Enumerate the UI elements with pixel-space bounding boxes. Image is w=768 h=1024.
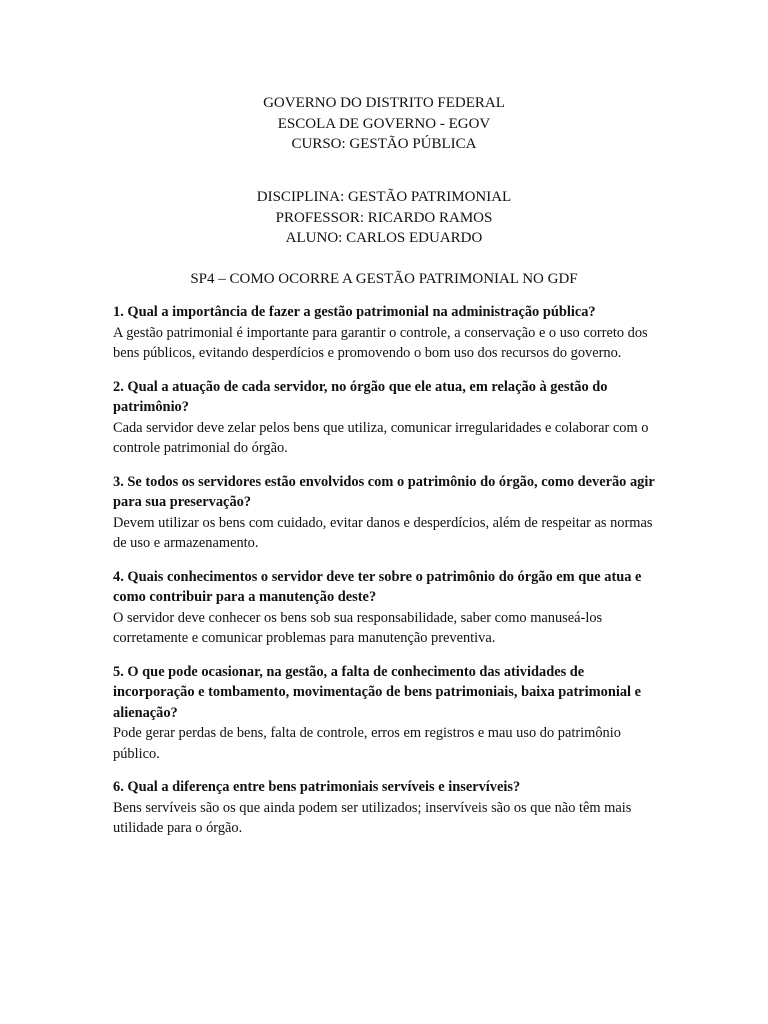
qa-item [113,662,658,765]
question-text: 3. Se todos os servidores estão envolvidos com o patrimônio do órgão, como deverão agir para sua preservação? [113,473,655,510]
course-info-header [0,187,768,249]
qa-item [113,567,658,649]
question-text: 1. Qual a importância de fazer a gestão patrimonial na administração pública? [113,304,596,320]
answer-text: Bens servíveis são os que ainda podem ser utilizados; inservíveis são os que não têm mais utilidade para o órgão. [113,799,632,836]
qa-item [113,777,658,839]
qa-item [113,377,658,459]
questions-list [113,302,658,852]
institution-header [0,93,768,155]
question-text: 5. O que pode ocasionar, na gestão, a falta de conhecimento das atividades de incorporação e tombamento, movimentação de bens patrimoniais, baixa patrimonial e alienação? [113,663,642,721]
header-government: GOVERNO DO DISTRITO FEDERAL [263,95,505,111]
question-text: 2. Qual a atuação de cada servidor, no órgão que ele atua, em relação à gestão do patrimônio? [113,378,608,415]
header-course: CURSO: GESTÃO PÚBLICA [291,136,477,152]
answer-text: Devem utilizar os bens com cuidado, evitar danos e desperdícios, além de respeitar as normas de uso e armazenamento. [113,514,653,551]
answer-text: Cada servidor deve zelar pelos bens que utiliza, comunicar irregularidades e colaborar com o controle patrimonial do órgão. [113,419,649,456]
answer-text: A gestão patrimonial é importante para garantir o controle, a conservação e o uso correto dos bens públicos, evitando desperdícios e promovendo o bom uso dos recursos do governo. [113,324,648,361]
answer-text: O servidor deve conhecer os bens sob sua responsabilidade, saber como manuseá-los corretamente e comunicar problemas para manutenção preventiva. [113,609,603,646]
question-text: 6. Qual a diferença entre bens patrimoniais servíveis e inservíveis? [113,779,521,795]
answer-text: Pode gerar perdas de bens, falta de controle, erros em registros e mau uso do patrimônio público. [113,725,621,762]
header-discipline: DISCIPLINA: GESTÃO PATRIMONIAL [256,189,512,205]
document-title: SP4 – COMO OCORRE A GESTÃO PATRIMONIAL NO GDF [190,271,578,287]
header-professor: PROFESSOR: RICARDO RAMOS [275,209,493,226]
qa-item [113,302,658,364]
header-student: ALUNO: CARLOS EDUARDO [285,230,483,246]
question-text: 4. Quais conhecimentos o servidor deve ter sobre o patrimônio do órgão em que atua e como contribuir para a manutenção deste? [113,568,642,605]
qa-item [113,472,658,554]
header-school: ESCOLA DE GOVERNO - EGOV [277,115,491,132]
